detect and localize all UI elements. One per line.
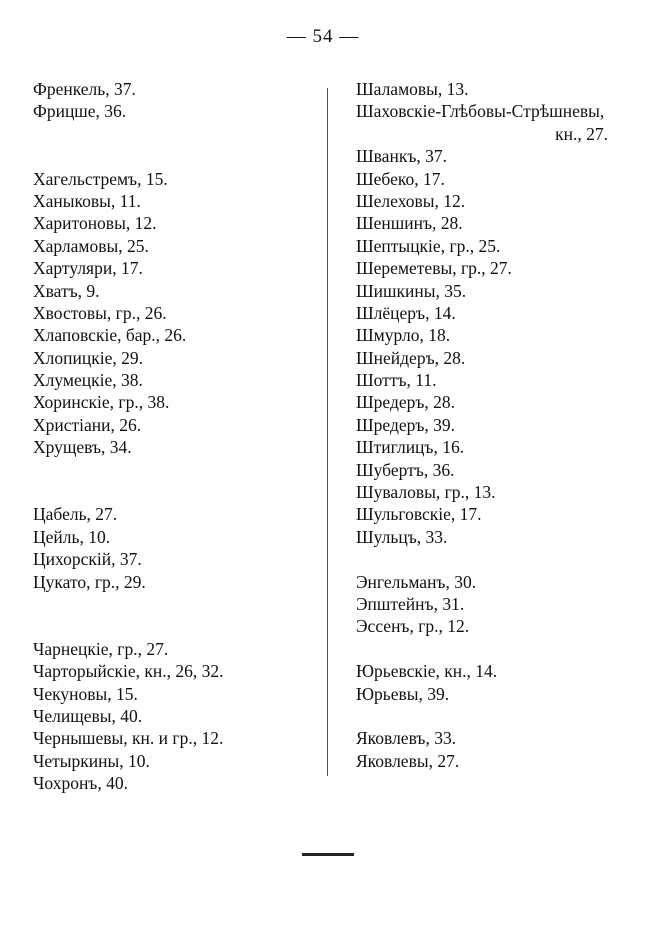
index-entry: Шоттъ, 11. xyxy=(356,370,437,391)
index-entry: Френкель, 37. xyxy=(33,79,136,99)
index-entry: Чарнецкіе, гр., 27. xyxy=(33,638,169,659)
index-entry: Хлаповскіе, бар., 26. xyxy=(33,325,187,346)
index-entry: Шелеховы, 12. xyxy=(356,190,466,211)
index-entry: Фрицше, 36. xyxy=(33,101,127,122)
index-entry: Яковлевъ, 33. xyxy=(356,728,457,749)
index-entry: Шереметевы, гр., 27. xyxy=(356,258,512,279)
column-divider xyxy=(327,88,328,776)
index-entry: Шредеръ, 39. xyxy=(356,414,456,435)
index-entry: Эпштейнъ, 31. xyxy=(356,593,465,614)
index-entry: Цихорскій, 37. xyxy=(33,549,142,570)
index-entry: Эссенъ, гр., 12. xyxy=(356,616,470,637)
letter-group-sh xyxy=(356,78,626,548)
index-entry: Шептыцкіе, гр., 25. xyxy=(356,235,501,256)
end-rule xyxy=(302,853,354,856)
index-entry: Шванкъ, 37. xyxy=(356,146,447,167)
index-entry: Шаховскіе-Глѣбовы-Стрѣшневы, xyxy=(356,101,605,122)
index-entry: Цейль, 10. xyxy=(33,526,111,547)
index-entry: Шмурло, 18. xyxy=(356,325,451,346)
index-entry: Шуваловы, гр., 13. xyxy=(356,482,496,503)
letter-group-yu xyxy=(356,660,626,705)
index-entry: Юрьевскіе, кн., 14. xyxy=(356,661,498,682)
index-entry: Шишкины, 35. xyxy=(356,280,467,301)
index-entry: Шнейдеръ, 28. xyxy=(356,347,466,368)
letter-group-f xyxy=(33,78,318,123)
index-entry: Цабель, 27. xyxy=(33,504,118,525)
letter-group-ch xyxy=(33,638,318,795)
letter-group-ts xyxy=(33,503,318,593)
index-entry: Хартуляри, 17. xyxy=(33,258,143,279)
letter-group-e xyxy=(356,571,626,638)
index-entry: Хлопицкіе, 29. xyxy=(33,347,143,368)
index-entry: Харламовы, 25. xyxy=(33,235,149,256)
index-entry: Энгельманъ, 30. xyxy=(356,571,477,592)
index-entry: Чернышевы, кн. и гр., 12. xyxy=(33,728,224,749)
index-entry: Хвостовы, гр., 26. xyxy=(33,302,167,323)
letter-group-ya xyxy=(356,727,626,772)
index-entry: Цукато, гр., 29. xyxy=(33,571,146,592)
index-entry: Хагельстремъ, 15. xyxy=(33,168,168,189)
index-entry: Четыркины, 10. xyxy=(33,750,150,771)
letter-group-kh xyxy=(33,168,318,459)
index-entry-continuation: кн., 27. xyxy=(555,123,608,144)
index-entry: Челищевы, 40. xyxy=(33,705,143,726)
index-entry: Чохронъ, 40. xyxy=(33,773,128,794)
index-entry: Шредеръ, 28. xyxy=(356,392,456,413)
index-entry: Шебеко, 17. xyxy=(356,168,445,189)
index-entry: Шульцъ, 33. xyxy=(356,526,448,547)
index-entry: Шаламовы, 13. xyxy=(356,79,469,99)
index-entry: Шлёцеръ, 14. xyxy=(356,302,456,323)
index-entry: Христіани, 26. xyxy=(33,414,142,435)
right-column xyxy=(356,78,626,772)
index-entry: Шульговскіе, 17. xyxy=(356,504,482,525)
index-entry: Чарторыйскіе, кн., 26, 32. xyxy=(33,661,224,682)
index-entry: Хлумецкіе, 38. xyxy=(33,370,143,391)
index-entry: Юрьевы, 39. xyxy=(356,683,450,704)
index-entry: Хоринскіе, гр., 38. xyxy=(33,392,170,413)
index-entry: Хрущевъ, 34. xyxy=(33,437,132,458)
index-entry: Чекуновы, 15. xyxy=(33,683,138,704)
left-column xyxy=(33,78,318,795)
index-entry: Харитоновы, 12. xyxy=(33,213,157,234)
index-entry: Шеншинъ, 28. xyxy=(356,213,463,234)
index-entry: Яковлевы, 27. xyxy=(356,750,460,771)
index-entry: Ханыковы, 11. xyxy=(33,190,141,211)
index-entry: Хватъ, 9. xyxy=(33,280,100,301)
index-entry: Шубертъ, 36. xyxy=(356,459,455,480)
page-number: — 54 — xyxy=(286,26,360,47)
index-entry: Штиглицъ, 16. xyxy=(356,437,465,458)
